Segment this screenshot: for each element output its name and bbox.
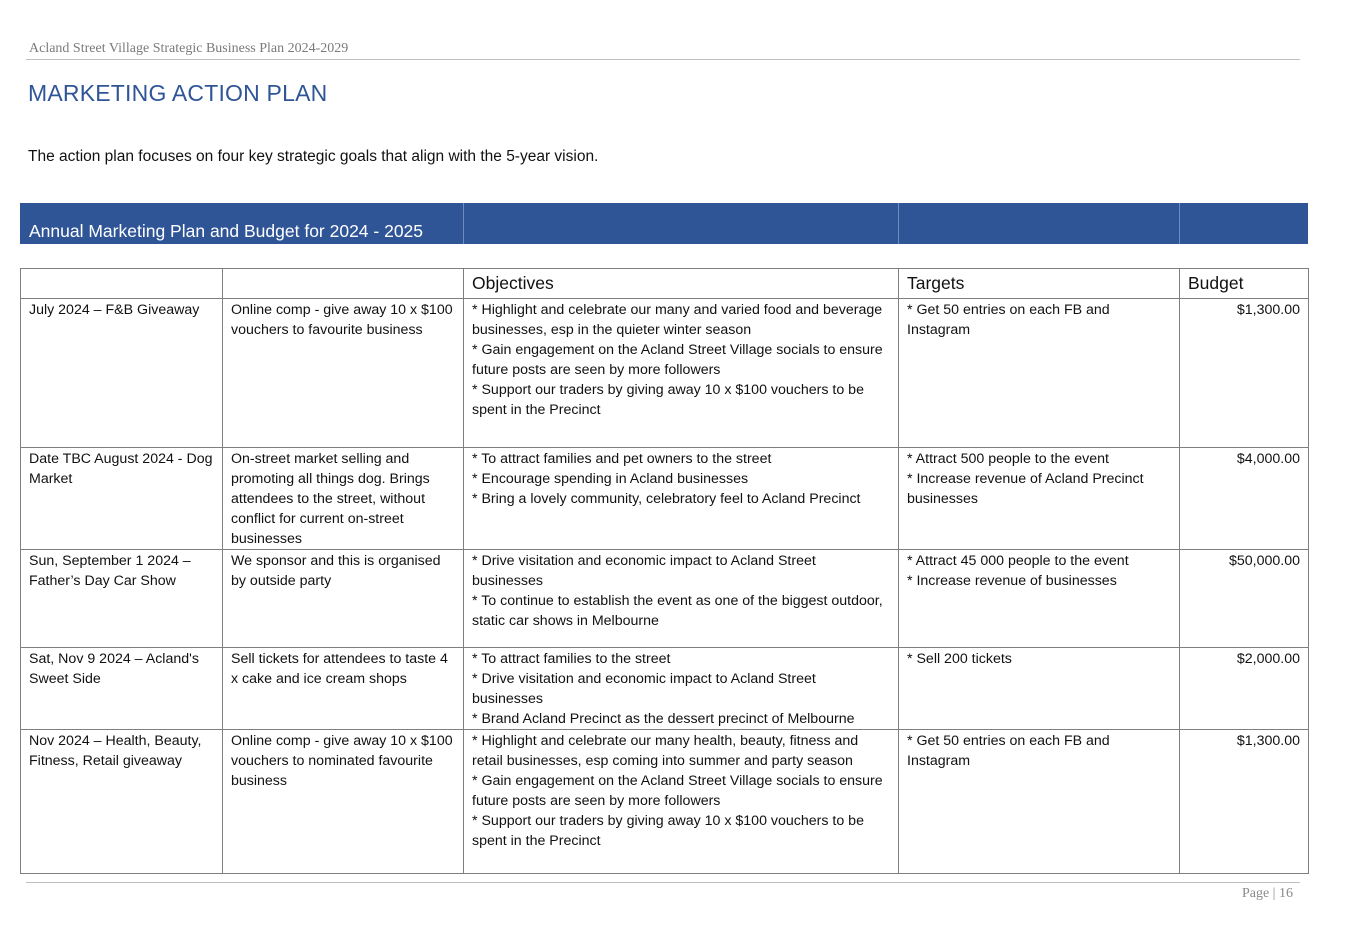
column-header-description [223, 269, 464, 299]
column-header-budget: Budget [1180, 269, 1309, 299]
objective-item: * Support our traders by giving away 10 x $100 vouchers to be spent in the Precinct [472, 813, 864, 849]
objective-item: * Brand Acland Precinct as the dessert precinct of Melbourne [472, 711, 855, 727]
targets-cell [899, 299, 1180, 448]
objectives-cell [464, 648, 899, 730]
event-cell: Nov 2024 – Health, Beauty, Fitness, Retail giveaway [21, 730, 223, 874]
target-item: * Attract 45 000 people to the event [907, 553, 1129, 569]
description-cell: On-street market selling and promoting all things dog. Brings attendees to the street, without conflict for current on-street businesses [223, 448, 464, 550]
banner-divider [463, 203, 464, 244]
objective-item: * To continue to establish the event as one of the biggest outdoor, static car shows in Melbourne [472, 593, 883, 629]
banner-divider [1179, 203, 1180, 244]
objective-item: * To attract families to the street [472, 651, 671, 667]
objective-item: * Highlight and celebrate our many health, beauty, fitness and retail businesses, esp coming into summer and party season [472, 733, 859, 769]
table-row [21, 648, 1309, 730]
description-cell: Sell tickets for attendees to taste 4 x cake and ice cream shops [223, 648, 464, 730]
objectives-cell [464, 730, 899, 874]
target-item: * Increase revenue of Acland Precinct businesses [907, 471, 1144, 507]
event-cell: Date TBC August 2024 - Dog Market [21, 448, 223, 550]
targets-cell [899, 648, 1180, 730]
objective-item: * To attract families and pet owners to the street [472, 451, 772, 467]
section-banner [20, 203, 1308, 244]
intro-paragraph: The action plan focuses on four key strategic goals that align with the 5-year vision. [28, 148, 599, 165]
event-cell: July 2024 – F&B Giveaway [21, 299, 223, 448]
description-cell: We sponsor and this is organised by outside party [223, 550, 464, 648]
page-title: MARKETING ACTION PLAN [28, 80, 328, 106]
table-row [21, 448, 1309, 550]
objectives-cell [464, 448, 899, 550]
objective-item: * Support our traders by giving away 10 x $100 vouchers to be spent in the Precinct [472, 382, 864, 418]
targets-cell [899, 730, 1180, 874]
budget-cell: $4,000.00 [1180, 448, 1309, 550]
header-divider [26, 59, 1300, 60]
target-item: * Attract 500 people to the event [907, 451, 1109, 467]
objective-item: * Highlight and celebrate our many and varied food and beverage businesses, esp in the quieter winter season [472, 302, 883, 338]
event-cell: Sat, Nov 9 2024 – Acland's Sweet Side [21, 648, 223, 730]
column-header-event [21, 269, 223, 299]
targets-cell [899, 448, 1180, 550]
objective-item: * Drive visitation and economic impact to Acland Street businesses [472, 553, 816, 589]
description-cell: Online comp - give away 10 x $100 vouchers to favourite business [223, 299, 464, 448]
objective-item: * Drive visitation and economic impact to Acland Street businesses [472, 671, 816, 707]
budget-cell: $2,000.00 [1180, 648, 1309, 730]
banner-divider [898, 203, 899, 244]
objectives-cell [464, 550, 899, 648]
column-header-objectives: Objectives [464, 269, 899, 299]
table-row [21, 550, 1309, 648]
target-item: * Get 50 entries on each FB and Instagram [907, 302, 1110, 338]
page-number: Page | 16 [1241, 886, 1293, 901]
footer-divider [26, 882, 1300, 883]
banner-title: Annual Marketing Plan and Budget for 2024 - 2025 [29, 221, 424, 241]
objective-item: * Gain engagement on the Acland Street Village socials to ensure future posts are seen by more followers [472, 342, 883, 378]
target-item: * Sell 200 tickets [907, 651, 1012, 667]
table-row [21, 299, 1309, 448]
budget-cell: $50,000.00 [1180, 550, 1309, 648]
description-cell: Online comp - give away 10 x $100 vouchers to nominated favourite business [223, 730, 464, 874]
targets-cell [899, 550, 1180, 648]
objective-item: * Encourage spending in Acland businesses [472, 471, 749, 487]
budget-cell: $1,300.00 [1180, 299, 1309, 448]
objectives-cell [464, 299, 899, 448]
event-cell: Sun, September 1 2024 – Father’s Day Car Show [21, 550, 223, 648]
objective-item: * Bring a lovely community, celebratory feel to Acland Precinct [472, 491, 861, 507]
table-header-row [21, 269, 1309, 299]
target-item: * Increase revenue of businesses [907, 573, 1117, 589]
marketing-plan-table [20, 268, 1309, 874]
target-item: * Get 50 entries on each FB and Instagram [907, 733, 1110, 769]
column-header-targets: Targets [899, 269, 1180, 299]
table-row [21, 730, 1309, 874]
budget-cell: $1,300.00 [1180, 730, 1309, 874]
document-header: Acland Street Village Strategic Business Plan 2024-2029 [29, 41, 349, 56]
objective-item: * Gain engagement on the Acland Street Village socials to ensure future posts are seen by more followers [472, 773, 883, 809]
